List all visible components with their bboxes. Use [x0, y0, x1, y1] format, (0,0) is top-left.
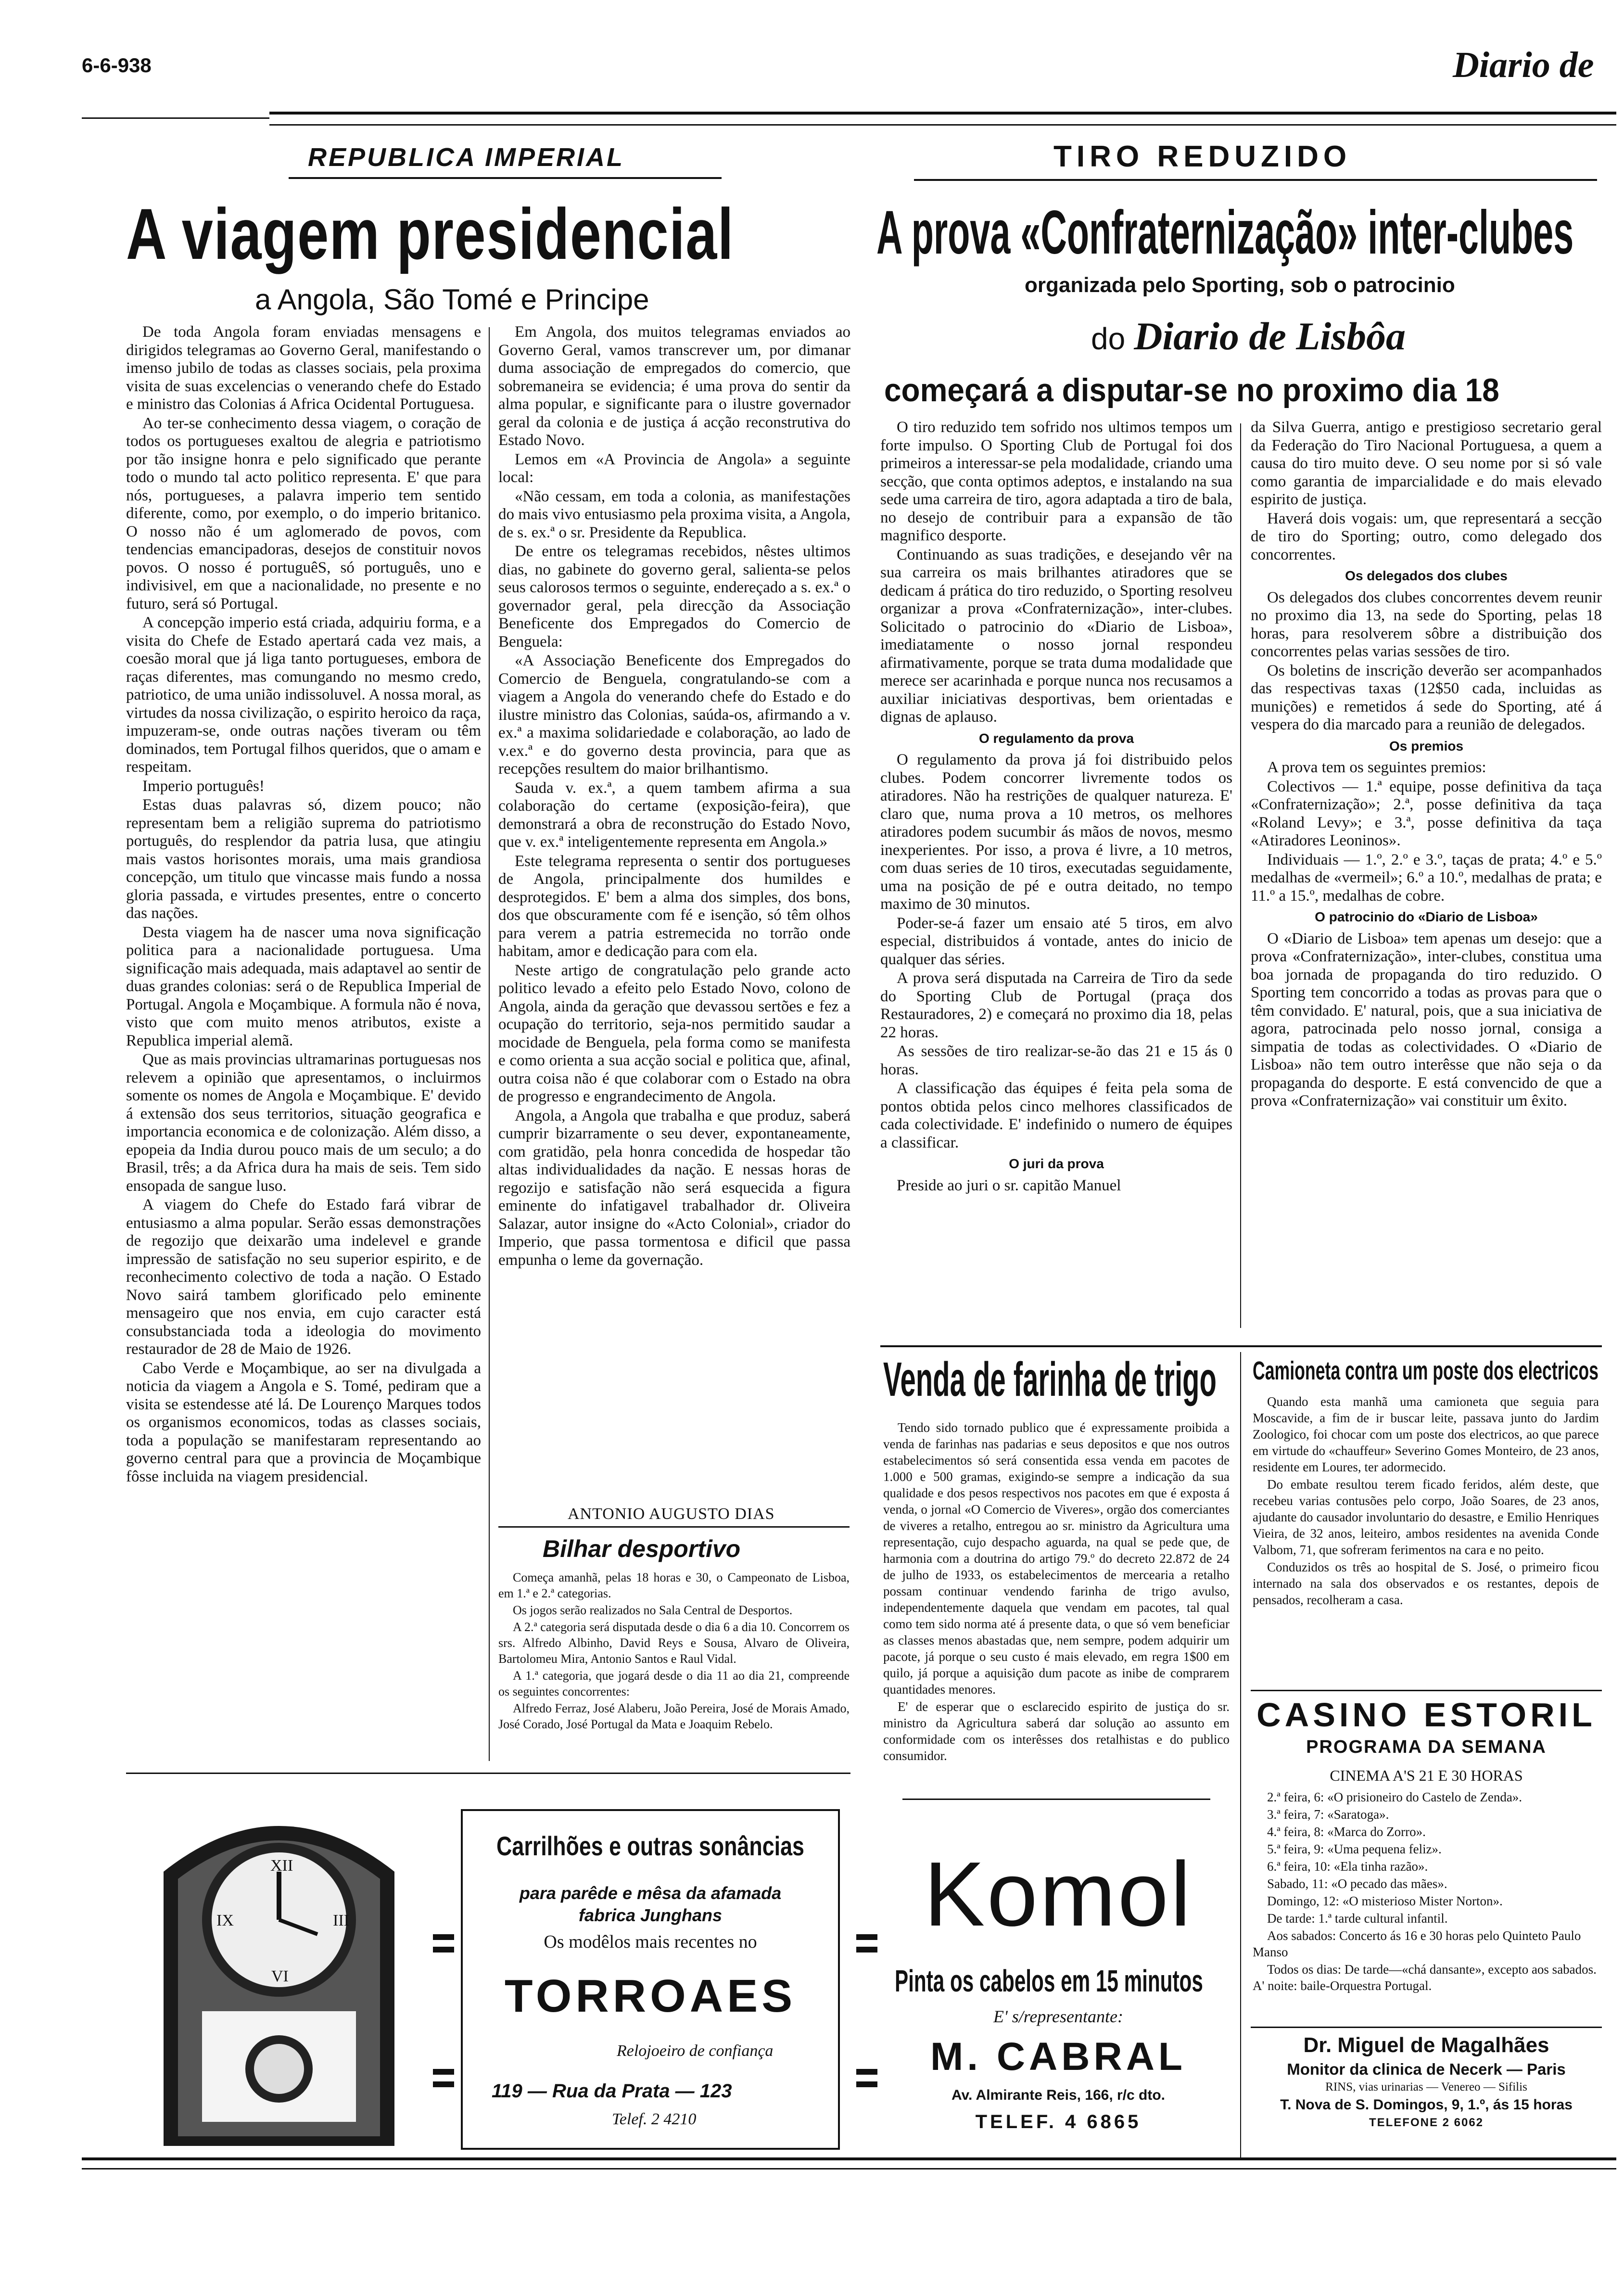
- left-col1-p6: Desta viagem ha de nascer uma nova significação politica para a nacionalidade portuguesa. Uma significação mais adequada, mais adaptavel ao sentir de duas grandes colonias: será o de Republica Imperial de Portugal. Angola e Moçambique. A formula não é nova, visto que com muito menos atributos, existe a Republica imperial alemã.: [126, 923, 481, 1049]
- casino-cinema: CINEMA A'S 21 E 30 HORAS: [1330, 1767, 1523, 1784]
- right-col1b-p5: A classificação das équipes é feita pela soma de pontos obtida pelos cinco melhores classificados de cada colectividade. E' indefinido o numero de équipes a classificar.: [880, 1080, 1232, 1151]
- torroaes-line4: Os modêlos mais recentes no: [544, 1932, 757, 1952]
- page-date: 6-6-938: [82, 54, 152, 77]
- right-col2c-p1: A prova tem os seguintes premios:: [1267, 759, 1486, 776]
- right-col2c-p3: Individuais — 1.º, 2.º e 3.º, taças de prata; 4.º e 5.º medalhas de «vermeil»; 6.º a 10.º, medalhas de prata; e 11.º a 15.º, medalhas de cobre.: [1251, 851, 1602, 905]
- komol-ad: [883, 1794, 1233, 2150]
- magalhaes-name: Dr. Miguel de Magalhães: [1303, 2033, 1549, 2057]
- casino-line-3: 4.ª feira, 8: «Marca do Zorro».: [1267, 1825, 1426, 1839]
- komol-name: M. CABRAL: [930, 2035, 1187, 2079]
- casino-line-4: 5.ª feira, 9: «Uma pequena feliz».: [1267, 1842, 1442, 1856]
- ad-equals-left-2: [433, 2069, 454, 2087]
- casino-rule: [1251, 2027, 1602, 2028]
- casino-line-5: 6.ª feira, 10: «Ela tinha razão».: [1267, 1859, 1428, 1874]
- right-subline2-prefix: do: [1091, 321, 1126, 356]
- left-byline: ANTONIO AUGUSTO DIAS: [568, 1505, 775, 1523]
- left-column-divider: [489, 327, 490, 1761]
- right-mid-rule: [880, 1345, 1602, 1347]
- right-column-divider: [1240, 423, 1241, 1328]
- bilhar-p3: A 2.ª categoria será disputada desde o dia 6 a dia 10. Concorrem os srs. Alfredo Albinho, David Reys e Sousa, Alvaro de Oliveira, Bartolomeu Mira, Antonio Santos e Raul Vidal.: [498, 1620, 850, 1666]
- right-col2c-p2: Colectivos — 1.ª equipe, posse definitiva da taça «Confraternização»; 2.ª, posse definitiva da taça «Roland Levy»; e 3.ª, posse definitiva da taça «Atiradores Leoninos».: [1251, 778, 1602, 849]
- right-col2-sub3: O patrocinio do «Diario de Lisboa»: [1315, 909, 1538, 924]
- bilhar-p1: Começa amanhã, pelas 18 horas e 30, o Campeonato de Lisboa, em 1.ª e 2.ª categorias.: [498, 1570, 850, 1600]
- komol-rep: E' s/representante:: [993, 2007, 1123, 2026]
- right-col2a-p2: Haverá dois vogais: um, que representará a secção de tiro do Sporting; outro, como delegado dos concorrentes.: [1251, 510, 1602, 563]
- left-col1-p7: Que as mais provincias ultramarinas portuguesas nos relevem a opinião que apresentamos, o incluirmos somente os nomes de Angola e Moçambique. E' devido á extensão dos seus territorios, situação geografica e importancia economica e de colonização. Além disso, a epopeia da India durou pouco mais de um seculo; a do Brasil, três; a da Africa dura ha mais de seis. Tem sido ensopada de sangue luso.: [126, 1051, 481, 1195]
- camioneta-headline: Camioneta contra um poste dos electricos: [1253, 1356, 1599, 1385]
- left-col1-p4: Imperio português!: [142, 777, 265, 795]
- right-headline: A prova «Confraternização» inter-clubes: [876, 198, 1574, 267]
- left-subheadline: a Angola, São Tomé e Principe: [255, 283, 649, 316]
- right-col1-sub1: O regulamento da prova: [978, 730, 1134, 746]
- farinha-p2: E' de esperar que o esclarecido espirito de justiça do sr. ministro da Agricultura saberá dar solução ao assunto em conformidade com os interêsses dos retalhistas e do publico consumidor.: [883, 1699, 1230, 1763]
- svg-text:VI: VI: [271, 1967, 289, 1985]
- left-col2-p3: «Não cessam, em toda a colonia, as manifestações do mais vivo entusiasmo pela proxima visita, a Angola, de s. ex.ª o sr. Presidente da Republica.: [498, 487, 850, 541]
- torroaes-line1: Carrilhões e outras sonâncias: [496, 1831, 804, 1861]
- magalhaes-line3: T. Nova de S. Domingos, 9, 1.º, ás 15 horas: [1280, 2097, 1573, 2113]
- left-col2-p9: Angola, a Angola que trabalha e que produz, saberá cumprir bizarramente o seu dever, expontaneamente, com gratidão, pela honra concedida de hospedar tão altas individualidades da nação. E nessas horas de regozijo e satisfação não será esquecida a figura eminente do infatigavel trabalhador dr. Oliveira Salazar, autor insigne do «Acto Colonial», criador do Imperio, que passa tormentosa e dificil que passa empunha o leme da governação.: [498, 1107, 850, 1269]
- magalhaes-line2: RINS, vias urinarias — Venereo — Sifilis: [1325, 2080, 1527, 2093]
- left-col2-p6: Sauda v. ex.ª, a quem tambem afirma a sua colaboração do certame (exposição-feira), que demonstrará a obra de reconstrução do Estado Novo, que v. ex.ª inteligentemente representa em Angola.»: [498, 779, 850, 851]
- magalhaes-phone: TELEFONE 2 6062: [1369, 2116, 1484, 2129]
- komol-tagline: Pinta os cabelos em 15 minutos: [895, 1964, 1203, 1998]
- right-col1b-p2: Poder-se-á fazer um ensaio até 5 tiros, em alvo especial, distribuidos á vontade, antes do inicio de qualquer das séries.: [880, 914, 1232, 968]
- left-col1-p3: A concepção imperio está criada, adquiriu forma, e a visita do Chefe de Estado apertará cada vez mais, a coesão moral que já liga tanto portugueses, embora de raças diferentes, mas comungando no mesmo credo, patriotico, de uma união indissoluvel. A nossa moral, as virtudes da nossa civilização, o espirito heroico da raça, impuzeram-se, onde outras nações tiveram ou têm dominados, tem Portugal filhos queridos, que o amam e respeitam.: [126, 614, 481, 776]
- casino-line-6: Sabado, 11: «O pecado das mães».: [1267, 1876, 1447, 1891]
- camioneta-p3: Conduzidos os três ao hospital de S. José, o primeiro ficou internado na sala dos observados e os restantes, depois de pensados, recolheram a casa.: [1253, 1560, 1599, 1607]
- left-lower-rule: [126, 1773, 850, 1774]
- bilhar-p2: Os jogos serão realizados no Sala Central de Desportos.: [513, 1603, 793, 1617]
- right-col2-sub2: Os premios: [1389, 738, 1464, 753]
- farinha-headline: Venda de farinha de trigo: [883, 1353, 1217, 1406]
- torroaes-line5: Relojoeiro de confiança: [617, 2042, 774, 2060]
- footer-rule-1: [82, 2157, 1616, 2160]
- right-subline2: [1091, 314, 1406, 359]
- torroaes-line3: fabrica Junghans: [578, 1905, 723, 1925]
- bilhar-p4: A 1.ª categoria, que jogará desde o dia 11 ao dia 21, compreende os seguintes concorrentes:: [498, 1669, 850, 1698]
- ad-equals-left: [433, 1934, 454, 1952]
- svg-text:III: III: [333, 1912, 349, 1929]
- komol-top-rule: [902, 1799, 1210, 1800]
- bilhar-title: Bilhar desportivo: [543, 1535, 741, 1562]
- casino-program: [1253, 1789, 1599, 1995]
- left-col2-p5: «A Associação Beneficente dos Empregados do Comercio de Benguela, congratulando-se com a viagem a Angola do venerando chefe do Estado e do ilustre ministro das Colonias, saúda-os, afirmando a v. ex.ª a maxima solidariedade e colaboração, ao lado de v.ex.ª e do governo desta provincia, para que as recepções resultem do maior brilhantismo.: [498, 652, 850, 778]
- right-col1-p1: O tiro reduzido tem sofrido nos ultimos tempos um forte impulso. O Sporting Club de Portugal foi dos primeiros a interessar-se pela modalidade, criando uma secção, que conta optimos adeptos, e instalando na sua sede uma carreira de tiro, agora adaptada a tiro de bala, no desejo de contribuir para a expansão de tão magnifico desporte.: [880, 419, 1232, 544]
- clock-icon: [144, 1799, 414, 2146]
- bilhar-body: [498, 1569, 850, 1733]
- clock-illustration: [144, 1799, 414, 2146]
- left-story-column-1: [126, 323, 481, 1487]
- camioneta-body: [1253, 1393, 1599, 1609]
- left-col1-p5: Estas duas palavras só, dizem pouco; não representam bem a religião suprema do patriotismo português, do resplendor da patria lusa, que atingiu mais vastos horisontes morais, uma mais grandiosa concepção, um titulo que vincasse mais fundo a nossa gloria passada, e virtudes presentes, entre o concerto das nações.: [126, 796, 481, 922]
- left-kicker: REPUBLICA IMPERIAL: [308, 143, 625, 172]
- right-col2d-p1: O «Diario de Lisboa» tem apenas um desejo: que a prova «Confraternização», inter-clubes, constitua uma boa jornada de propaganda do tiro reduzido. O Sporting tem concorrido a todas as provas para que o têm convidado. E' natural, pois, que a sua iniciativa de agora, patrocinada pelo nosso jornal, consiga a simpatia de todas as colectividades. O «Diario de Lisboa» não tem outro interêsse que não seja o da propaganda do desporte. E está convencido de que a prova «Confraternização» vai constituir um êxito.: [1251, 930, 1602, 1110]
- casino-line-9: Aos sabados: Concerto ás 16 e 30 horas pelo Quinteto Paulo Manso: [1253, 1928, 1581, 1959]
- footer-rule-2: [82, 2168, 1616, 2169]
- komol-brand: Komol: [924, 1843, 1193, 1945]
- left-story-column-2: [498, 323, 850, 1270]
- header-rule-top: [269, 112, 1616, 115]
- torroaes-ad: [461, 1809, 840, 2150]
- farinha-body: [883, 1419, 1230, 1765]
- casino-line-10: Todos os dias: De tarde—«chá dansante», excepto aos sabados. A' noite: baile-Orquestra Portugal.: [1253, 1962, 1597, 1993]
- komol-equals-left: [856, 1934, 877, 1952]
- torroaes-address: 119 — Rua da Prata — 123: [492, 2080, 732, 2102]
- magalhaes-line1: Monitor da clinica de Necerk — Paris: [1287, 2060, 1566, 2078]
- komol-equals-left-2: [856, 2069, 877, 2087]
- header-rule-bottom: [269, 124, 1616, 126]
- left-col1-p1: De toda Angola foram enviadas mensagens e dirigidos telegramas ao Governo Geral, manifestando o imenso jubilo de todas as classes sociais, pela proxima visita de suas excelencias o venerando chefe do Estado e ministro das Colonias á Africa Ocidental Portuguesa.: [126, 323, 481, 413]
- right-col1b-p1: O regulamento da prova já foi distribuido pelos clubes. Podem concorrer livremente todos os atiradores. Não ha restrições de qualquer natureza. E' claro que, numa prova a 10 metros, os melhores atiradores podem sucumbir ás mãos de novos, mesmo inexperientes. Por isso, a prova é livre, a 10 metros, com duas series de 10 tiros, executadas seguidamente, uma na posição de pé e outra deitado, no tempo maximo de 30 minutos.: [880, 751, 1232, 913]
- casino-line-7: Domingo, 12: «O misterioso Mister Norton».: [1267, 1894, 1503, 1908]
- left-headline: A viagem presidencial: [126, 193, 734, 274]
- right-col2-sub1: Os delegados dos clubes: [1345, 568, 1508, 583]
- casino-subtitle: PROGRAMA DA SEMANA: [1306, 1737, 1547, 1757]
- komol-address: Av. Almirante Reis, 166, r/c dto.: [951, 2087, 1166, 2103]
- right-subline2-paper: Diario de Lisbôa: [1134, 314, 1406, 358]
- casino-line-2: 3.ª feira, 7: «Saratoga».: [1267, 1807, 1389, 1822]
- camioneta-p1: Quando esta manhã uma camioneta que seguia para Moscavide, a fim de ir buscar leite, passava junto do Jardim Zoologico, foi chocar com um poste dos electricos, ao que parece em virtude do «chauffeur» Severino Gomes Monteiro, de 23 anos, residente em Loures, ter adormecido.: [1253, 1394, 1599, 1474]
- left-kicker-underline: [289, 177, 722, 179]
- left-col2-p7: Este telegrama representa o sentir dos portugueses de Angola, principalmente dos humildes e desprotegidos. E' bem a alma dos simples, dos bons, dos que obscuramente com fé e isenção, só têm olhos para verem a patria estremecida no torrão onde habitam, amor e dedicação para com ela.: [498, 852, 850, 960]
- right-col1c: Preside ao juri o sr. capitão Manuel: [897, 1176, 1121, 1194]
- left-col1-p8: A viagem do Chefe do Estado fará vibrar de entusiasmo a alma popular. Serão essas demonstrações de regozijo que deixarão uma indelevel e grande impressão de satisfação no seu superior espirito, e de reconhecimento colectivo de toda a nação. O Estado Novo sairá tambem glorificado pelo eminente mensageiro que nos envia, em cujo caracter está consubstanciada toda a ideologia do movimento restaurador de 28 de Maio de 1926.: [126, 1196, 481, 1358]
- right-col2b-p1: Os delegados dos clubes concorrentes devem reunir no proximo dia 13, na sede do Sporting, pelas 18 horas, para resolverem sôbre a distribuição dos concorrentes pelas varias sessões de tiro.: [1251, 588, 1602, 660]
- casino-line-8: De tarde: 1.ª tarde cultural infantil.: [1267, 1911, 1448, 1926]
- byline-rule: [498, 1526, 850, 1528]
- right-col1-sub2: O juri da prova: [1009, 1156, 1104, 1171]
- right-lower-divider: [1240, 1352, 1241, 2160]
- right-col2a-p1: da Silva Guerra, antigo e prestigioso secretario geral da Federação do Tiro Nacional Portuguesa, a quem a causa do tiro muito deve. O seu nome por si só vale como garantia de imparcialidade e do mais elevado espirito de justiça.: [1251, 419, 1602, 508]
- right-kicker: TIRO REDUZIDO: [1053, 140, 1352, 173]
- right-col1-p2: Continuando as suas tradições, e desejando vêr na sua carreira os mais brilhantes atiradores que se dedicam á prática do tiro reduzido, o Sporting resolveu organizar a prova «Confraternização», inter-clubes. Solicitado o patrocinio do «Diario de Lisboa», imediatamente o nosso jornal respondeu afirmativamente, porque se trata duma modalidade que merece ser acarinhada e porque nunca nos recusamos a auxiliar iniciativas desportivas, bem orientadas e dignas de aplauso.: [880, 546, 1232, 726]
- torroaes-line2: para parêde e mêsa da afamada: [519, 1883, 782, 1903]
- right-deck: começará a disputar-se no proximo dia 18: [884, 372, 1499, 408]
- left-col1-p9: Cabo Verde e Moçambique, ao ser na divulgada a noticia da viagem a Angola e S. Tomé, pediram que a visita se estendesse até lá. De Lourenço Marques todos os organismos economicos, todas as classes sociais, toda a população se manifestaram representando ao governo central para que a provincia de Moçambique fôsse incluida na viagem presidencial.: [126, 1359, 481, 1485]
- left-col2-p8: Neste artigo de congratulação pelo grande acto politico levado a efeito pelo Estado Novo, colono de Angola, ainda da geração que devassou sertões e fez a ocupação do territorio, seja-nos permitido saudar a mocidade de Benguela, pela forma como se manifesta e como orienta a sua acção social e politica que, afinal, outra coisa não é que colaborar com o Estado na obra de progresso e engrandecimento de Angola.: [498, 961, 850, 1105]
- left-col2-p2: Lemos em «A Provincia de Angola» a seguinte local:: [498, 450, 850, 486]
- casino-line-1: 2.ª feira, 6: «O prisioneiro do Castelo de Zenda».: [1267, 1790, 1522, 1804]
- masthead: Diario de: [1453, 45, 1594, 85]
- casino-title: CASINO ESTORIL: [1256, 1696, 1596, 1734]
- left-col2-p1: Em Angola, dos muitos telegramas enviados ao Governo Geral, vamos transcrever um, por dimanar duma associação de empregados do comercio, que sobremaneira se evidencia; é uma prova do sentir da alma popular, e significante para o ilustre governador geral da colonia e de justiça á acção reconstrutiva do Estado Novo.: [498, 323, 850, 449]
- komol-phone: TELEF. 4 6865: [975, 2111, 1142, 2132]
- right-kicker-underline: [914, 179, 1597, 181]
- left-col2-p4: De entre os telegramas recebidos, nêstes ultimos dias, no gabinete do governo geral, salienta-se pelos seus calorosos termos o seguinte, endereçado a s. ex.ª o governador geral, pela direcção da Associação Beneficente dos Empregados do Comercio de Benguela:: [498, 543, 850, 651]
- svg-text:XII: XII: [270, 1857, 293, 1875]
- right-story-column-2: [1251, 419, 1602, 1111]
- camioneta-rule: [1251, 1690, 1602, 1691]
- left-col1-p2: Ao ter-se conhecimento dessa viagem, o coração de todos os portugueses exaltou de alegria e patriotismo por tão insigne honra e pelo significado que perante todo o mundo tal acto politico representa. E' que para nós, portugueses, a palavra imperio tem sentido diferente, como, por exemplo, o do imperio britanico. O nosso não é um aglomerado de povos, com tendencias emancipadoras, desejos de constituir novos povos. O nosso é portuguêS, só português, uno e indivisivel, em que a nacionalidade, no presente e no futuro, será só Portugal.: [126, 414, 481, 612]
- right-subline1: organizada pelo Sporting, sob o patrocinio: [1025, 273, 1455, 297]
- bilhar-p5: Alfredo Ferraz, José Alaberu, João Pereira, José de Morais Amado, José Corado, José Portugal da Mata e Joaquim Rebelo.: [498, 1701, 850, 1731]
- right-story-column-1: [880, 419, 1232, 1196]
- right-col1b-p3: A prova será disputada na Carreira de Tiro da sede do Sporting Club de Portugal (praça dos Restauradores, 2) e começará no proximo dia 18, pelas 22 horas.: [880, 970, 1232, 1041]
- right-col1b-p4: As sessões de tiro realizar-se-ão das 21 e 15 ás 0 horas.: [880, 1043, 1232, 1078]
- right-col2b-p2: Os boletins de inscrição deverão ser acompanhados das respectivas taxas (12$50 cada, incluidas as munições) e remetidos á sede do Sporting, até á vespera do dia marcado para a reunião de delegados.: [1251, 662, 1602, 733]
- farinha-p1: Tendo sido tornado publico que é expressamente proibida a venda de farinhas nas padarias e seus depositos e que nos outros estabelecimentos só será consentida essa venda em pacotes de 1.000 e 500 gramas, exigindo-se sempre a indicação da sua qualidade e dos pesos respectivos nos pacotes em que é exposta á venda, o jornal «O Comercio de Viveres», orgão dos comerciantes de viveres a retalho, entregou ao sr. ministro da Agricultura uma representação, cujo despacho aguarda, na qual se pede que, de harmonia com a doutrina do artigo 79.º do decreto 22.872 de 24 de julho de 1933, os estabelecimentos de mercearia a retalho possam continuar vendendo farinha de trigo avulso, independentemente daquela que vendam em pacotes, tal qual como tem sido norma até á presente data, o que só vem beneficiar as classes menos abastadas que, nem sempre, podem adquirir um pacote, já porque o seu custo é mais elevado, em regra 1$00 em quilo, já porque a aquisição dum pacote as inibe de comprarem quantidades menores.: [883, 1420, 1230, 1697]
- svg-text:IX: IX: [216, 1912, 234, 1929]
- torroaes-brand: TORROAES: [504, 1970, 797, 2022]
- header-rule-left: [82, 117, 269, 119]
- torroaes-phone: Telef. 2 4210: [612, 2110, 697, 2128]
- camioneta-p2: Do embate resultou terem ficado feridos, além deste, que recebeu varias contusões pelo corpo, João Soares, de 23 anos, ajudante do causador involuntario do desastre, e Emilio Henriques Vieira, de 32 anos, leiteiro, ambos residentes na avenida Conde Valbom, 71, que sofreram ferimentos na cara e no peito.: [1253, 1477, 1599, 1557]
